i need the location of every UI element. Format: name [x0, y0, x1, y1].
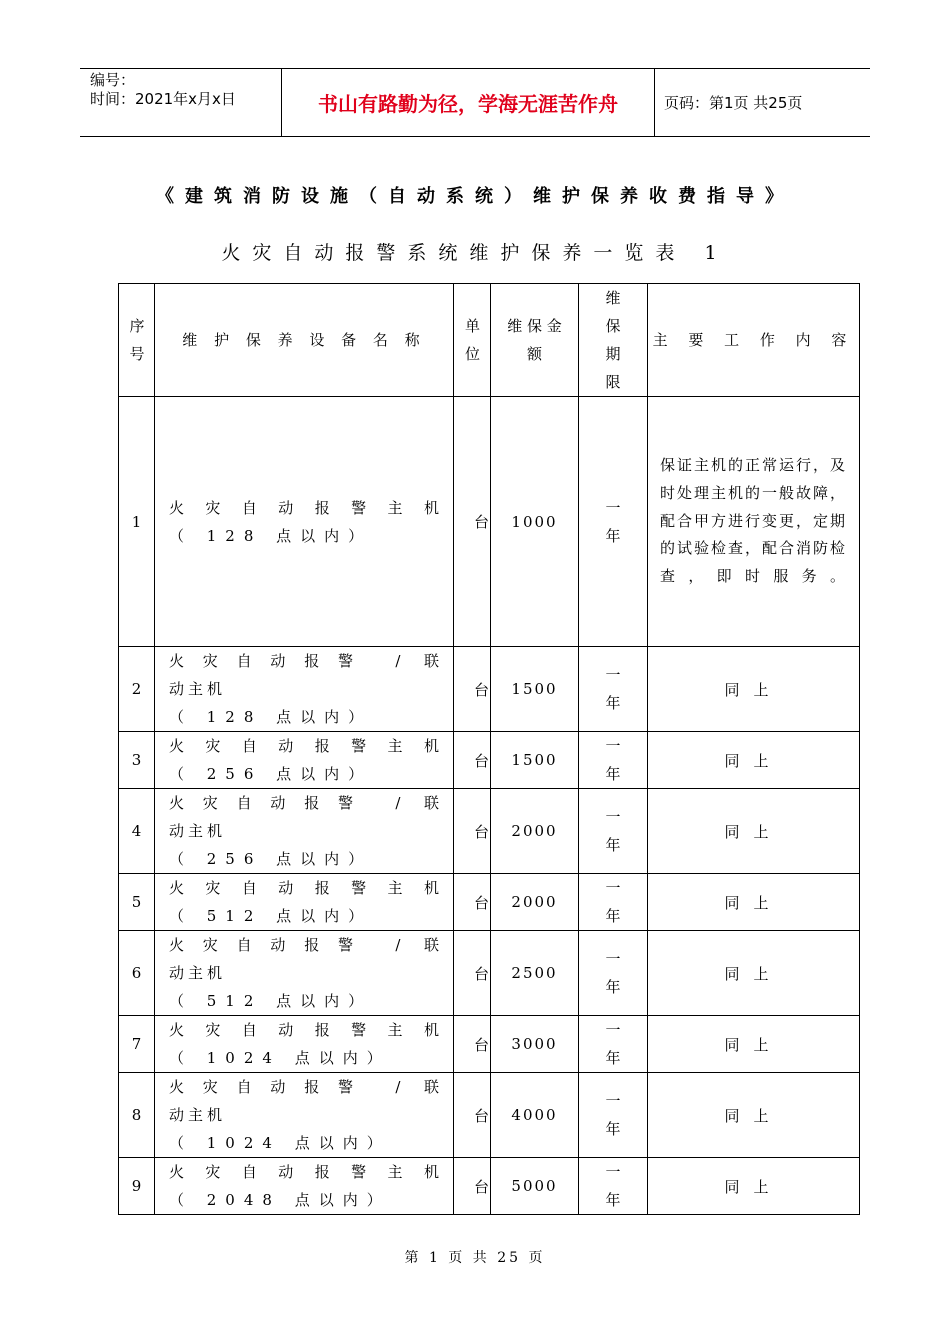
maintenance-period-text: 一年	[605, 808, 621, 854]
work-content: 同上	[648, 1158, 860, 1215]
maintenance-period-text: 一年	[605, 1092, 621, 1138]
time-label: 时间：2021年x月x日	[90, 90, 236, 108]
header-meta	[90, 71, 236, 109]
work-content: 同上	[648, 1073, 860, 1158]
equipment-name-line: 动主机	[169, 680, 227, 698]
unit: 台	[454, 1016, 491, 1073]
maintenance-period	[579, 397, 648, 647]
maintenance-period	[579, 874, 648, 931]
equipment-name	[155, 647, 454, 732]
maintenance-period	[579, 732, 648, 789]
maintenance-period-text: 一年	[605, 498, 621, 545]
equipment-name-line: 火灾自动报警主机	[169, 737, 439, 755]
page-info: 页码：第1页 共25页	[664, 94, 803, 112]
equipment-name	[155, 397, 454, 647]
equipment-name-line: （ 2048 点以内）	[169, 1191, 391, 1209]
equipment-name	[155, 931, 454, 1016]
equipment-name-line: 动主机	[169, 1106, 227, 1124]
table-row	[119, 1016, 860, 1073]
table-row	[119, 1158, 860, 1215]
equipment-name-line: 火灾自动报警主机	[169, 1021, 439, 1039]
table-title: 火灾自动报警系统维护保养一览表 1	[221, 242, 729, 264]
maintenance-period-text: 一年	[605, 879, 621, 925]
work-content: 保证主机的正常运行，及时处理主机的一般故障，配合甲方进行变更，定期的试验检查，配合消防检查，即时服务。	[648, 397, 860, 647]
equipment-name-line: （ 1024 点以内）	[169, 1049, 391, 1067]
row-number: 2	[119, 647, 155, 732]
equipment-name	[155, 1016, 454, 1073]
equipment-name-line: （ 256 点以内）	[169, 765, 373, 783]
equipment-name-line: （ 512 点以内）	[169, 992, 373, 1010]
maintenance-period	[579, 931, 648, 1016]
equipment-name	[155, 1073, 454, 1158]
table-row	[119, 931, 860, 1016]
maintenance-period-text: 一年	[605, 1163, 621, 1209]
row-number: 5	[119, 874, 155, 931]
unit: 台	[454, 647, 491, 732]
maintenance-period-text: 一年	[605, 737, 621, 783]
maintenance-fee: 1500	[491, 647, 579, 732]
page-footer: 第 1 页 共 25 页	[404, 1250, 546, 1266]
header-no: 序号	[119, 284, 155, 397]
work-content: 同上	[648, 931, 860, 1016]
row-number: 7	[119, 1016, 155, 1073]
unit: 台	[454, 931, 491, 1016]
maintenance-fee: 2000	[491, 789, 579, 874]
unit: 台	[454, 874, 491, 931]
work-content: 同上	[648, 874, 860, 931]
document-header	[80, 68, 870, 137]
unit: 台	[454, 397, 491, 647]
table-row	[119, 397, 860, 647]
unit: 台	[454, 1073, 491, 1158]
motto: 书山有路勤为径，学海无涯苦作舟	[281, 69, 655, 136]
equipment-name-line: （ 128 点以内）	[169, 526, 373, 545]
equipment-name	[155, 1158, 454, 1215]
row-number: 9	[119, 1158, 155, 1215]
equipment-name-line: （ 256 点以内）	[169, 850, 373, 868]
equipment-name-line: （ 1024 点以内）	[169, 1134, 391, 1152]
unit: 台	[454, 789, 491, 874]
maintenance-period	[579, 1158, 648, 1215]
maintenance-period	[579, 1016, 648, 1073]
maintenance-fee: 4000	[491, 1073, 579, 1158]
equipment-name-line: 火灾自动报警主机	[169, 879, 439, 897]
header-period: 维保期限	[579, 284, 648, 397]
row-number: 8	[119, 1073, 155, 1158]
document-title: 《建筑消防设施（自动系统）维护保养收费指导》	[156, 186, 794, 207]
number-label: 编号：	[90, 71, 136, 89]
equipment-name-line: （ 128 点以内）	[169, 708, 373, 726]
header-content: 主 要 工 作 内 容	[648, 284, 860, 397]
row-number: 4	[119, 789, 155, 874]
equipment-name-line: 动主机	[169, 822, 227, 840]
equipment-name-line: 火灾自动报警主机	[169, 498, 439, 517]
equipment-name-line: 动主机	[169, 964, 227, 982]
work-content: 同上	[648, 1016, 860, 1073]
maintenance-period-text: 一年	[605, 1021, 621, 1067]
work-content: 同上	[648, 789, 860, 874]
equipment-name-line: 火灾自动报警 / 联	[169, 652, 439, 670]
header-name: 维 护 保 养 设 备 名 称	[155, 284, 454, 397]
equipment-name	[155, 874, 454, 931]
maintenance-period-text: 一年	[605, 950, 621, 996]
header-unit: 单位	[454, 284, 491, 397]
table-row	[119, 1073, 860, 1158]
row-number: 1	[119, 397, 155, 647]
table-row	[119, 874, 860, 931]
equipment-name	[155, 789, 454, 874]
maintenance-fee: 2000	[491, 874, 579, 931]
equipment-name-line: 火灾自动报警主机	[169, 1163, 439, 1181]
table-header-row	[119, 284, 860, 397]
work-content: 同上	[648, 647, 860, 732]
maintenance-period	[579, 647, 648, 732]
header-amount: 维 保 金 额	[491, 284, 579, 397]
equipment-name	[155, 732, 454, 789]
equipment-name-line: （ 512 点以内）	[169, 907, 373, 925]
maintenance-fee: 1000	[491, 397, 579, 647]
maintenance-fee: 3000	[491, 1016, 579, 1073]
unit: 台	[454, 1158, 491, 1215]
row-number: 3	[119, 732, 155, 789]
table-row	[119, 732, 860, 789]
maintenance-fee: 1500	[491, 732, 579, 789]
maintenance-fee: 5000	[491, 1158, 579, 1215]
maintenance-period-text: 一年	[605, 666, 621, 712]
equipment-name-line: 火灾自动报警 / 联	[169, 936, 439, 954]
maintenance-fee: 2500	[491, 931, 579, 1016]
equipment-name-line: 火灾自动报警 / 联	[169, 794, 439, 812]
maintenance-period	[579, 789, 648, 874]
unit: 台	[454, 732, 491, 789]
table-row	[119, 789, 860, 874]
table-row	[119, 647, 860, 732]
row-number: 6	[119, 931, 155, 1016]
maintenance-period	[579, 1073, 648, 1158]
work-content: 同上	[648, 732, 860, 789]
maintenance-table	[118, 283, 860, 1215]
equipment-name-line: 火灾自动报警 / 联	[169, 1078, 439, 1096]
